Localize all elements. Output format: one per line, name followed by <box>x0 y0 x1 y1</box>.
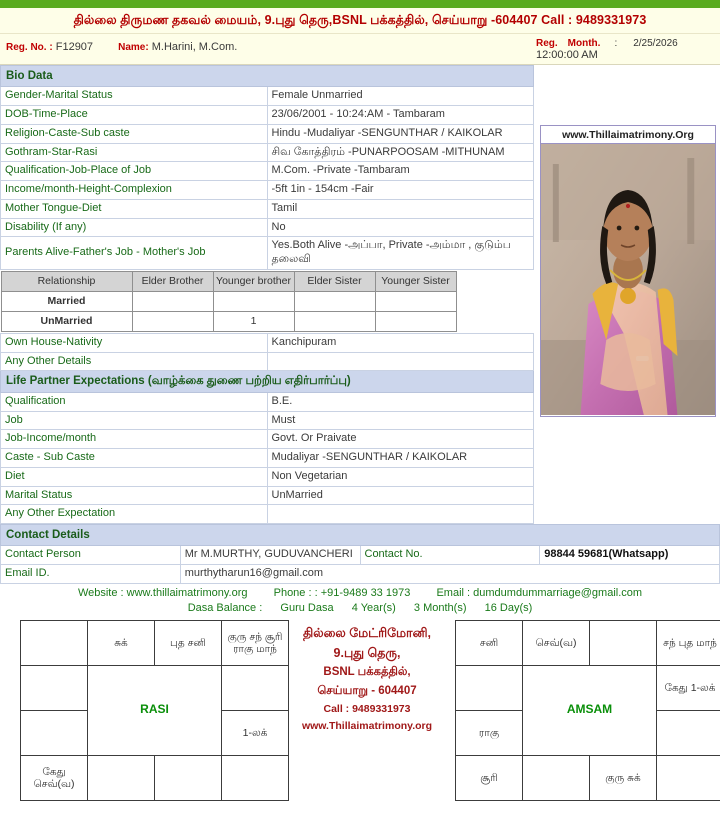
footer-website-label: Website : <box>78 587 124 599</box>
dasa-name: Guru Dasa <box>280 602 333 614</box>
field-label: Qualification-Job-Place of Job <box>1 162 268 181</box>
address-line-6[interactable]: www.Thillaimatrimony.org <box>283 718 451 735</box>
amsam-cell-r3c4 <box>657 710 720 755</box>
amsam-cell-r4c2 <box>523 755 590 800</box>
table-row <box>1 237 534 270</box>
name-label: Name: <box>118 42 149 53</box>
field-label: Own House-Nativity <box>1 333 268 352</box>
top-green-bar <box>0 0 720 8</box>
table-row <box>1 199 534 218</box>
field-label: Gothram-Star-Rasi <box>1 143 268 162</box>
table-row <box>1 352 534 371</box>
reg-month-date: 2/25/2026 <box>633 38 678 49</box>
amsam-cell-r2c4: கேது 1-லக் <box>657 665 720 710</box>
field-value: Hindu -Mudaliyar -SENGUNTHAR / KAIKOLAR <box>267 124 534 143</box>
rasi-cell-r2c4 <box>222 665 289 710</box>
dasa-months: 3 Month(s) <box>414 602 467 614</box>
amsam-cell-r2c1 <box>456 665 523 710</box>
rasi-cell-r4c2 <box>88 755 155 800</box>
field-value: B.E. <box>267 392 534 411</box>
field-label: Religion-Caste-Sub caste <box>1 124 268 143</box>
field-value: Female Unmarried <box>267 87 534 106</box>
siblings-col-younger-sister: Younger Sister <box>375 271 456 291</box>
amsam-cell-r1c2: செவ்(வ) <box>523 620 590 665</box>
registration-right <box>536 38 714 61</box>
bottom-spacer <box>0 800 720 816</box>
amsam-cell-r1c3 <box>590 620 657 665</box>
field-label: Diet <box>1 467 268 486</box>
amsam-cell-r4c4 <box>657 755 720 800</box>
footer-website-value[interactable]: www.thillaimatrimony.org <box>127 587 248 599</box>
rasi-center-label: RASI <box>88 665 222 755</box>
field-value <box>267 505 534 524</box>
bio-data-title: Bio Data <box>1 66 534 87</box>
reg-no-label: Reg. No. : <box>6 42 53 53</box>
field-label: Qualification <box>1 392 268 411</box>
rasi-cell-r4c3 <box>155 755 222 800</box>
reg-month-colon: : <box>614 38 617 49</box>
field-value: Tamil <box>267 199 534 218</box>
reg-month-time: 12:00:00 AM <box>536 49 714 61</box>
field-value: Yes.Both Alive -அப்பா, Private -அம்மா , குடும்ப தலைவி <box>267 237 534 270</box>
reg-no-value: F12907 <box>56 41 93 53</box>
horoscope-charts <box>0 620 720 800</box>
siblings-cell <box>294 311 375 331</box>
field-label: Gender-Marital Status <box>1 87 268 106</box>
contact-person-value: Mr M.MURTHY, GUDUVANCHERI <box>180 546 360 565</box>
table-row <box>21 665 289 710</box>
registration-left <box>6 41 237 53</box>
siblings-col-elder-brother: Elder Brother <box>132 271 213 291</box>
profile-body <box>0 65 720 816</box>
siblings-cell <box>375 311 456 331</box>
amsam-chart <box>455 620 720 801</box>
address-line-4: செய்யாறு - 604407 <box>283 682 451 701</box>
siblings-col-younger-brother: Younger brother <box>213 271 294 291</box>
field-label: Income/month-Height-Complexion <box>1 181 268 200</box>
rasi-cell-r1c1 <box>21 620 88 665</box>
table-row <box>1 467 534 486</box>
table-row <box>1 392 534 411</box>
rasi-cell-r4c1: கேது செவ்(வ) <box>21 755 88 800</box>
field-label: Job <box>1 411 268 430</box>
field-label: DOB-Time-Place <box>1 106 268 125</box>
name-value: M.Harini, M.Com. <box>152 41 238 53</box>
dasa-years: 4 Year(s) <box>352 602 396 614</box>
table-row <box>1 218 534 237</box>
address-line-5: Call : 9489331973 <box>283 701 451 718</box>
footer-phone-value: +91-9489 33 1973 <box>321 587 411 599</box>
page-title: தில்லை திருமண தகவல் மையம், 9.புது தெரு,BSNL பக்கத்தில், செய்யாறு -604407 Call : 9489331973 <box>74 13 647 27</box>
registration-band <box>0 34 720 65</box>
field-value: M.Com. -Private -Tambaram <box>267 162 534 181</box>
bio-data-table <box>0 65 534 524</box>
center-address-block <box>283 623 451 735</box>
footer-phone-label: Phone : : <box>274 587 318 599</box>
contact-person-label: Contact Person <box>1 546 181 565</box>
contact-details-table <box>0 524 720 584</box>
rasi-cell-r4c4 <box>222 755 289 800</box>
dasa-days: 16 Day(s) <box>485 602 533 614</box>
amsam-cell-r3c1: ராகு <box>456 710 523 755</box>
rasi-cell-r2c1 <box>21 665 88 710</box>
contact-no-label: Contact No. <box>360 546 540 565</box>
field-label: Caste - Sub Caste <box>1 449 268 468</box>
siblings-row <box>1 269 534 333</box>
field-value: UnMarried <box>267 486 534 505</box>
field-value: Govt. Or Praivate <box>267 430 534 449</box>
table-row <box>21 755 289 800</box>
amsam-cell-r1c4: சந் புத மாந் <box>657 620 720 665</box>
field-value: Non Vegetarian <box>267 467 534 486</box>
field-value: No <box>267 218 534 237</box>
reg-month-label-1: Reg. <box>536 38 558 49</box>
field-label: Parents Alive-Father's Job - Mother's Job <box>1 237 268 270</box>
siblings-cell <box>132 291 213 311</box>
footer-email-label: Email : <box>436 587 470 599</box>
field-value: Must <box>267 411 534 430</box>
reg-month-label-2: Month. <box>568 38 601 49</box>
table-row <box>1 106 534 125</box>
profile-photo-box <box>540 125 716 417</box>
profile-photo <box>541 144 715 415</box>
field-value: சிவ கோத்திரம் -PUNARPOOSAM -MITHUNAM <box>267 143 534 162</box>
field-label: Any Other Expectation <box>1 505 268 524</box>
siblings-header-row <box>1 271 456 291</box>
siblings-relationship: UnMarried <box>1 311 132 331</box>
field-label: Disability (If any) <box>1 218 268 237</box>
table-row <box>1 124 534 143</box>
address-line-1: தில்லை மேட்ரிமோனி, <box>283 623 451 643</box>
header-title-band <box>0 8 720 34</box>
table-row <box>1 430 534 449</box>
table-row <box>1 486 534 505</box>
siblings-cell <box>294 291 375 311</box>
siblings-relationship: Married <box>1 291 132 311</box>
siblings-cell: 1 <box>213 311 294 331</box>
field-value: Mudaliyar -SENGUNTHAR / KAIKOLAR <box>267 449 534 468</box>
expectations-section-header <box>1 371 534 392</box>
field-value <box>267 352 534 371</box>
table-row <box>1 291 456 311</box>
table-row <box>456 665 720 710</box>
siblings-cell <box>132 311 213 331</box>
siblings-col-elder-sister: Elder Sister <box>294 271 375 291</box>
bio-data-section-header <box>1 66 534 87</box>
address-line-2: 9.புது தெரு, <box>283 643 451 663</box>
siblings-table <box>1 271 457 332</box>
rasi-chart <box>20 620 289 801</box>
field-value: Kanchipuram <box>267 333 534 352</box>
table-row <box>456 620 720 665</box>
contact-title: Contact Details <box>1 525 720 546</box>
field-value: -5ft 1in - 154cm -Fair <box>267 181 534 200</box>
address-line-3: BSNL பக்கத்தில், <box>283 663 451 682</box>
table-row <box>1 87 534 106</box>
email-label: Email ID. <box>1 565 181 584</box>
rasi-cell-r3c4: 1-லக் <box>222 710 289 755</box>
table-row <box>1 449 534 468</box>
footer-contact-line <box>0 584 720 599</box>
footer-email-value[interactable]: dumdumdummarriage@gmail.com <box>473 587 642 599</box>
table-row <box>1 546 720 565</box>
rasi-cell-r1c4: குரு சந் சூரி ராகு மாந் <box>222 620 289 665</box>
field-label: Mother Tongue-Diet <box>1 199 268 218</box>
table-row <box>1 565 720 584</box>
dasa-balance-line <box>0 599 720 618</box>
rasi-cell-r1c3: புத சனி <box>155 620 222 665</box>
contact-no-value: 98844 59681(Whatsapp) <box>540 546 720 565</box>
table-row <box>1 311 456 331</box>
photo-watermark-caption: www.Thillaimatrimony.Org <box>541 126 715 144</box>
siblings-cell <box>213 291 294 311</box>
rasi-cell-r1c2: சுக் <box>88 620 155 665</box>
field-label: Any Other Details <box>1 352 268 371</box>
table-row <box>1 143 534 162</box>
amsam-center-label: AMSAM <box>523 665 657 755</box>
amsam-cell-r1c1: சனி <box>456 620 523 665</box>
amsam-cell-r4c1: சூரி <box>456 755 523 800</box>
table-row <box>1 181 534 200</box>
field-label: Job-Income/month <box>1 430 268 449</box>
field-label: Marital Status <box>1 486 268 505</box>
table-row <box>1 505 534 524</box>
table-row <box>1 333 534 352</box>
table-row <box>1 411 534 430</box>
table-row <box>21 620 289 665</box>
amsam-cell-r4c3: குரு சுக் <box>590 755 657 800</box>
expectations-title: Life Partner Expectations (வாழ்க்கை துணை பற்றிய எதிர்பார்ப்பு) <box>1 371 534 392</box>
field-value: 23/06/2001 - 10:24:AM - Tambaram <box>267 106 534 125</box>
siblings-col-relationship: Relationship <box>1 271 132 291</box>
table-row <box>456 755 720 800</box>
table-row <box>1 162 534 181</box>
contact-section-header <box>1 525 720 546</box>
dasa-label: Dasa Balance : <box>188 602 263 614</box>
siblings-cell <box>375 291 456 311</box>
email-value: murthytharun16@gmail.com <box>180 565 719 584</box>
rasi-cell-r3c1 <box>21 710 88 755</box>
